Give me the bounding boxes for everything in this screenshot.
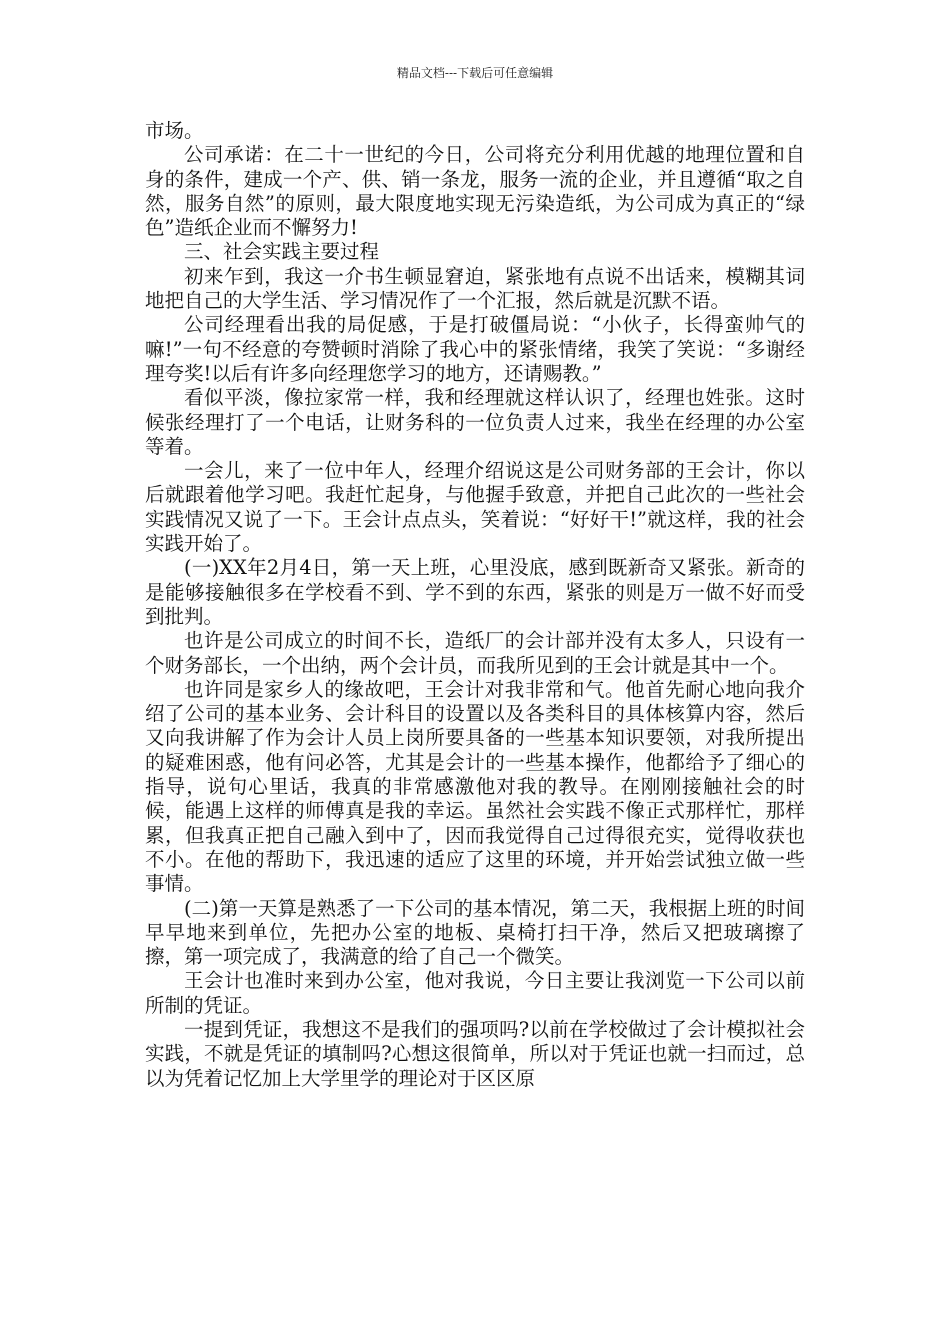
- page-header: 精品文档---下载后可任意编辑: [396, 66, 554, 80]
- paragraph: 公司经理看出我的局促感，于是打破僵局说：“小伙子，长得蛮帅气的嘛!”一句不经意的夸赞顿时消除了我心中的紧张情绪，我笑了笑说：“多谢经理夸奖!以后有许多向经理您学习的地方，还请赐教。”: [145, 313, 805, 385]
- paragraph: 一会儿，来了一位中年人，经理介绍说这是公司财务部的王会计，你以后就跟着他学习吧。我赶忙起身，与他握手致意，并把自己此次的一些社会实践情况又说了一下。王会计点点头，笑着说：“好好干!”就这样，我的社会实践开始了。: [145, 459, 805, 556]
- paragraph: (一)XX年2月4日，第一天上班，心里没底，感到既新奇又紧张。新奇的是能够接触很多在学校看不到、学不到的东西，紧张的则是万一做不好而受到批判。: [145, 556, 805, 628]
- paragraph: 看似平淡，像拉家常一样，我和经理就这样认识了，经理也姓张。这时候张经理打了一个电话，让财务科的一位负责人过来，我坐在经理的办公室等着。: [145, 386, 805, 458]
- document-body: [145, 119, 805, 1091]
- paragraph: 公司承诺：在二十一世纪的今日，公司将充分利用优越的地理位置和自身的条件，建成一个产、供、销一条龙，服务一流的企业，并且遵循“取之自然，服务自然”的原则，最大限度地实现无污染造纸，为公司成为真正的“绿色”造纸企业而不懈努力!: [145, 143, 805, 240]
- paragraph: 也许同是家乡人的缘故吧，王会计对我非常和气。他首先耐心地向我介绍了公司的基本业务、会计科目的设置以及各类科目的具体核算内容，然后又向我讲解了作为会计人员上岗所要具备的一些基本知识要领，对我所提出的疑难困惑，他有问必答，尤其是会计的一些基本操作，他都给予了细心的指导，说句心里话，我真的非常感激他对我的教导。在刚刚接触社会的时候，能遇上这样的师傅真是我的幸运。虽然社会实践不像正式那样忙，那样累，但我真正把自己融入到中了，因而我觉得自己过得很充实，觉得收获也不小。在他的帮助下，我迅速的适应了这里的环境，并开始尝试独立做一些事情。: [145, 677, 805, 896]
- paragraph: 初来乍到，我这一介书生顿显窘迫，紧张地有点说不出话来，模糊其词地把自己的大学生活、学习情况作了一个汇报，然后就是沉默不语。: [145, 264, 805, 313]
- paragraph: 一提到凭证，我想这不是我们的强项吗?以前在学校做过了会计模拟社会实践，不就是凭证的填制吗?心想这很简单，所以对于凭证也就一扫而过，总以为凭着记忆加上大学里学的理论对于区区原: [145, 1017, 805, 1090]
- paragraph: 三、社会实践主要过程: [184, 240, 380, 264]
- paragraph: 市场。: [145, 119, 204, 142]
- paragraph: (二)第一天算是熟悉了一下公司的基本情况，第二天，我根据上班的时间早早地来到单位，先把办公室的地板、桌椅打扫干净，然后又把玻璃擦了擦，第一项完成了，我满意的给了自己一个微笑。: [145, 896, 805, 969]
- paragraph: 王会计也准时来到办公室，他对我说，今日主要让我浏览一下公司以前所制的凭证。: [145, 969, 805, 1017]
- paragraph: 也许是公司成立的时间不长，造纸厂的会计部并没有太多人，只设有一个财务部长，一个出纳，两个会计员，而我所见到的王会计就是其中一个。: [145, 629, 805, 677]
